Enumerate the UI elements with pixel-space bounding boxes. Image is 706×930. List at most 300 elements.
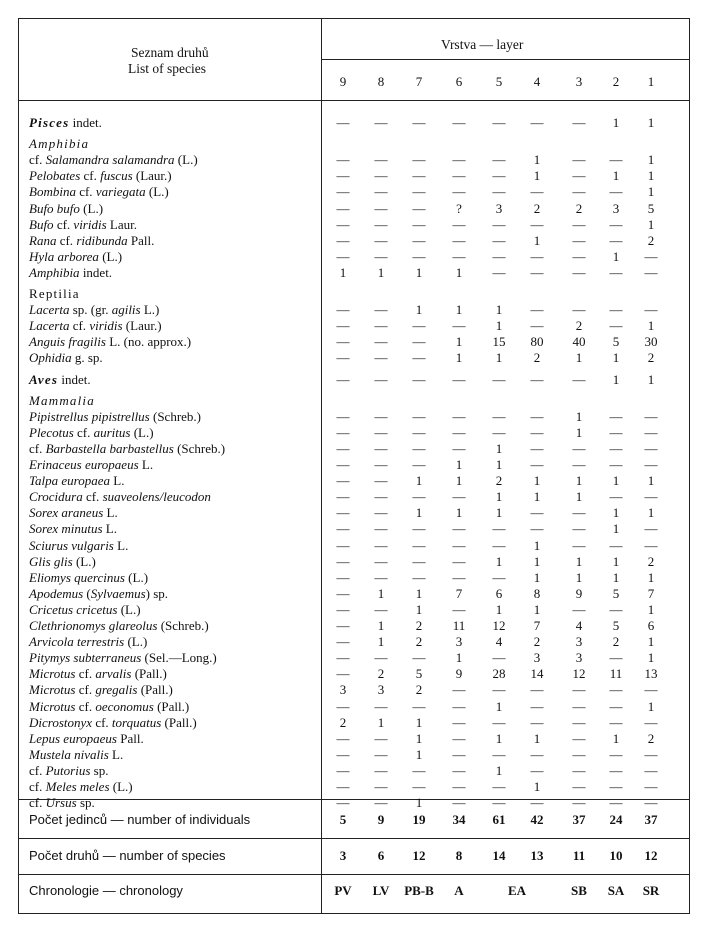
cell-layer-2: — (609, 537, 623, 553)
individuals-rule (19, 838, 689, 839)
name-part: Microtus (29, 666, 76, 682)
cell-layer-5: — (492, 424, 506, 440)
cell-layer-9: — (336, 302, 350, 318)
name-part: (L.) (109, 779, 133, 794)
name-part: indet. (69, 115, 102, 130)
cell-layer-2: — (609, 264, 623, 280)
cell-layer-5: 1 (495, 601, 503, 617)
cell-layer-3: — (572, 779, 586, 794)
cell-layer-2: 1 (612, 168, 620, 184)
cell-layer-5: — (492, 264, 506, 280)
species-name (29, 650, 217, 666)
cell-layer-8: — (374, 650, 388, 666)
species-name (29, 233, 154, 249)
cell-layer-8: 2 (377, 666, 385, 682)
cell-layer-4: 1 (533, 553, 541, 569)
chronology-period: SA (607, 883, 625, 898)
cell-layer-5: — (492, 779, 506, 794)
name-part: Sciurus vulgaris (29, 537, 114, 553)
cell-layer-9: — (336, 746, 350, 762)
cell-layer-9: — (336, 232, 350, 248)
cell-layer-5: — (492, 521, 506, 537)
name-part: Apodemus (29, 585, 84, 601)
header-rule (19, 100, 689, 101)
name-part: ( (83, 585, 91, 601)
name-part: (L.) (124, 634, 148, 650)
cell-layer-4: 1 (533, 152, 541, 168)
cell-layer-5: 3 (495, 200, 503, 216)
name-part: Hyla arborea (29, 248, 99, 264)
cell-layer-8: — (374, 318, 388, 334)
cell-layer-6: 1 (455, 457, 463, 472)
name-part: (Pall.) (161, 714, 197, 730)
cell-layer-3: — (572, 762, 586, 778)
header-layer-title: Vrstva — layer (441, 37, 524, 52)
cell-layer-6: — (452, 232, 466, 248)
cell-layer-2: 1 (612, 115, 620, 130)
name-part: cf. (29, 779, 46, 794)
cell-layer-5: 28 (492, 666, 506, 682)
cell-layer-6: — (452, 795, 466, 811)
cell-layer-1: 1 (647, 473, 655, 489)
name-part: Bufo bufo (29, 200, 80, 216)
cell-layer-3: 2 (575, 200, 583, 216)
cell-layer-4: — (530, 371, 544, 387)
species-name (29, 457, 153, 473)
species-name (29, 217, 137, 233)
cell-layer-1: — (644, 746, 658, 762)
name-part: (L.) (130, 424, 154, 440)
cell-layer-6: — (452, 216, 466, 232)
cell-layer-4: 1 (533, 232, 541, 248)
cell-layer-3: 1 (575, 424, 583, 440)
cell-layer-7: 5 (415, 666, 423, 682)
cell-layer-6: — (452, 248, 466, 264)
cell-layer-4: 80 (530, 334, 544, 350)
chronology-period: SB (571, 883, 587, 898)
cell-layer-2: — (609, 601, 623, 617)
cell-layer-7: 1 (415, 795, 423, 811)
cell-layer-5: — (492, 650, 506, 666)
name-part: indet. (58, 371, 91, 387)
name-part: cf. (56, 232, 77, 248)
name-part: suaveolens/leucodon (102, 489, 211, 505)
name-part: auritus (93, 424, 131, 440)
cell-layer-4: — (530, 682, 544, 698)
cell-layer-5: 1 (495, 553, 503, 569)
cell-layer-9: — (336, 318, 350, 334)
cell-layer-4: 1 (533, 473, 541, 489)
species-name (29, 618, 209, 634)
name-part: L. (108, 746, 124, 762)
cell-layer-4: 8 (533, 585, 541, 601)
cell-layer-1: — (644, 408, 658, 424)
cell-layer-3: — (572, 302, 586, 318)
cell-layer-2: — (609, 489, 623, 505)
cell-layer-3: 1 (575, 489, 583, 505)
cell-layer-5: 1 (495, 318, 503, 334)
cell-layer-8: 1 (377, 264, 385, 280)
cell-layer-9: — (336, 585, 350, 601)
cell-layer-9: — (336, 473, 350, 489)
cell-layer-9: 1 (339, 264, 347, 280)
name-part: viridis (89, 318, 123, 334)
name-part: (Schreb.) (173, 440, 226, 456)
header-species-en: List of species (128, 61, 206, 76)
cell-layer-4: 2 (533, 200, 541, 216)
species-count-rule (19, 874, 689, 875)
cell-layer-6: — (452, 537, 466, 553)
column-divider (321, 19, 322, 913)
cell-layer-5: 1 (495, 302, 503, 318)
cell-layer-5: 1 (495, 350, 503, 366)
cell-layer-3: — (572, 746, 586, 762)
cell-layer-2: 5 (612, 334, 620, 350)
name-part: Laur. (106, 216, 137, 232)
individuals-layer-1: 37 (644, 812, 658, 827)
cell-layer-8: — (374, 489, 388, 505)
cell-layer-7: — (412, 553, 426, 569)
cell-layer-1: 1 (647, 698, 655, 714)
species-name (29, 602, 141, 618)
cell-layer-7: — (412, 440, 426, 456)
name-part: Lepus europaeus (29, 730, 117, 746)
cell-layer-2: 11 (609, 666, 623, 682)
cell-layer-9: — (336, 440, 350, 456)
cell-layer-6: 1 (455, 650, 463, 666)
cell-layer-9: — (336, 698, 350, 714)
name-part: cf. (29, 152, 46, 168)
individuals-label: Počet jedinců — number of individuals (29, 812, 251, 827)
cell-layer-8: — (374, 730, 388, 746)
cell-layer-8: — (374, 698, 388, 714)
cell-layer-1: 1 (647, 168, 655, 184)
species-name (29, 715, 197, 731)
cell-layer-4: — (530, 302, 544, 318)
species-count-layer-1: 12 (644, 848, 658, 863)
cell-layer-1: 2 (647, 350, 655, 366)
cell-layer-8: — (374, 601, 388, 617)
chronology-period: LV (372, 883, 390, 898)
name-part: Pipistrellus pipistrellus (29, 408, 150, 424)
cell-layer-6: — (452, 682, 466, 698)
name-part: L. (no. approx.) (105, 334, 192, 350)
species-name (29, 184, 169, 200)
cell-layer-2: 1 (612, 569, 620, 585)
cell-layer-3: — (572, 698, 586, 714)
cell-layer-2: — (609, 762, 623, 778)
cell-layer-5: — (492, 746, 506, 762)
cell-layer-7: 1 (415, 714, 423, 730)
cell-layer-5: 1 (495, 440, 503, 456)
cell-layer-4: 1 (533, 601, 541, 617)
name-part: (Schreb.) (149, 408, 202, 424)
species-name (29, 168, 172, 184)
header-species-cz: Seznam druhů (131, 45, 209, 60)
individuals-layer-6: 34 (452, 812, 466, 827)
cell-layer-4: 2 (533, 350, 541, 366)
cell-layer-4: — (530, 248, 544, 264)
cell-layer-2: — (609, 795, 623, 811)
cell-layer-5: 12 (492, 618, 506, 633)
cell-layer-1: 1 (647, 634, 655, 650)
species-name (29, 425, 154, 441)
cell-layer-6: 7 (455, 585, 463, 601)
cell-layer-3: — (572, 264, 586, 280)
layer-1: 1 (647, 74, 655, 89)
species-name (29, 409, 201, 425)
cell-layer-4: 1 (533, 168, 541, 184)
cell-layer-2: 1 (612, 553, 620, 569)
cell-layer-9: — (336, 152, 350, 168)
name-part: Reptilia (29, 286, 80, 301)
cell-layer-6: 1 (455, 505, 463, 521)
name-part: agilis (111, 302, 141, 318)
species-name (29, 554, 96, 570)
species-name (29, 334, 191, 350)
cell-layer-8: — (374, 200, 388, 216)
cell-layer-7: 1 (415, 746, 423, 762)
layer-2: 2 (612, 74, 620, 89)
cell-layer-9: — (336, 371, 350, 387)
cell-layer-8: — (374, 232, 388, 248)
name-part: Cricetus cricetus (29, 601, 118, 617)
cell-layer-6: — (452, 440, 466, 456)
species-name (29, 265, 112, 281)
cell-layer-1: — (644, 795, 658, 811)
cell-layer-8: — (374, 779, 388, 794)
cell-layer-5: 1 (495, 457, 503, 472)
cell-layer-8: — (374, 302, 388, 318)
cell-layer-2: — (609, 457, 623, 472)
cell-layer-4: — (530, 698, 544, 714)
cell-layer-2: 1 (612, 505, 620, 521)
name-part: Crocidura (29, 489, 83, 505)
cell-layer-1: 6 (647, 618, 655, 633)
cell-layer-8: — (374, 184, 388, 200)
species-name (29, 634, 147, 650)
cell-layer-3: — (572, 216, 586, 232)
cell-layer-1: 1 (647, 569, 655, 585)
layer-8: 8 (377, 74, 385, 89)
cell-layer-3: 2 (575, 318, 583, 334)
name-part: Sorex araneus (29, 505, 104, 521)
name-part: Mustela nivalis (29, 746, 109, 762)
species-name (29, 136, 89, 152)
cell-layer-8: — (374, 334, 388, 350)
name-part: cf. (75, 698, 96, 714)
cell-layer-2: — (609, 152, 623, 168)
cell-layer-4: — (530, 440, 544, 456)
cell-layer-6: — (452, 168, 466, 184)
name-part: (L.) (117, 601, 141, 617)
cell-layer-4: 1 (533, 779, 541, 794)
cell-layer-8: — (374, 457, 388, 472)
cell-layer-7: — (412, 168, 426, 184)
name-part: Clethrionomys glareolus (29, 618, 158, 633)
cell-layer-5: 4 (495, 634, 503, 650)
cell-layer-8: — (374, 440, 388, 456)
cell-layer-8: — (374, 168, 388, 184)
cell-layer-7: — (412, 457, 426, 472)
cell-layer-4: 14 (530, 666, 544, 682)
cell-layer-3: 9 (575, 585, 583, 601)
cell-layer-8: — (374, 424, 388, 440)
cell-layer-4: — (530, 521, 544, 537)
cell-layer-9: — (336, 795, 350, 811)
cell-layer-6: — (452, 152, 466, 168)
name-part: indet. (79, 264, 113, 280)
name-part: cf. (29, 762, 46, 778)
cell-layer-2: — (609, 682, 623, 698)
cell-layer-7: — (412, 334, 426, 350)
species-name (29, 538, 128, 554)
cell-layer-8: — (374, 795, 388, 811)
name-part: cf. (69, 318, 90, 334)
cell-layer-5: — (492, 537, 506, 553)
cell-layer-5: 6 (495, 585, 503, 601)
layer-title-rule (321, 59, 689, 60)
species-name (29, 747, 123, 763)
cell-layer-7: — (412, 232, 426, 248)
cell-layer-2: — (609, 216, 623, 232)
name-part: cf. (73, 424, 94, 440)
name-part: (L.) (174, 152, 198, 168)
cell-layer-7: 2 (415, 682, 423, 698)
cell-layer-9: — (336, 168, 350, 184)
name-part: Erinaceus europaeus (29, 457, 139, 472)
cell-layer-2: — (609, 232, 623, 248)
cell-layer-5: — (492, 248, 506, 264)
cell-layer-4: — (530, 408, 544, 424)
cell-layer-5: 1 (495, 505, 503, 521)
cell-layer-9: — (336, 730, 350, 746)
species-table (18, 18, 690, 914)
cell-layer-1: 7 (647, 585, 655, 601)
cell-layer-9: — (336, 505, 350, 521)
cell-layer-8: — (374, 746, 388, 762)
cell-layer-7: 1 (415, 264, 423, 280)
cell-layer-1: — (644, 264, 658, 280)
name-part: Putorius (45, 762, 91, 778)
species-name (29, 393, 95, 409)
name-part: fuscus (100, 168, 133, 184)
species-count-layer-7: 12 (412, 848, 426, 863)
cell-layer-6: — (452, 553, 466, 569)
cell-layer-4: 3 (533, 650, 541, 666)
individuals-layer-2: 24 (609, 812, 623, 827)
layer-6: 6 (455, 74, 463, 89)
cell-layer-7: — (412, 200, 426, 216)
cell-layer-3: — (572, 168, 586, 184)
cell-layer-3: — (572, 521, 586, 537)
species-name (29, 201, 103, 217)
cell-layer-7: — (412, 424, 426, 440)
cell-layer-1: 1 (647, 318, 655, 334)
name-part: Talpa europaea (29, 473, 111, 489)
species-name (29, 115, 102, 131)
cell-layer-7: — (412, 698, 426, 714)
species-count-layer-6: 8 (455, 848, 463, 863)
cell-layer-1: 1 (647, 601, 655, 617)
cell-layer-2: 5 (612, 585, 620, 601)
species-count-layer-4: 13 (530, 848, 544, 863)
cell-layer-4: 7 (533, 618, 541, 633)
name-part: sp. (90, 762, 109, 778)
cell-layer-4: — (530, 318, 544, 334)
cell-layer-5: — (492, 371, 506, 387)
cell-layer-5: 2 (495, 473, 503, 489)
cell-layer-1: — (644, 779, 658, 794)
cell-layer-2: — (609, 698, 623, 714)
cell-layer-9: — (336, 634, 350, 650)
cell-layer-9: — (336, 184, 350, 200)
name-part: Bufo (29, 216, 54, 232)
name-part: (Laur.) (132, 168, 172, 184)
name-part: L.) (140, 302, 160, 318)
cell-layer-8: — (374, 569, 388, 585)
name-part: cf. (53, 216, 74, 232)
cell-layer-4: — (530, 264, 544, 280)
name-part: Pall. (127, 232, 155, 248)
cell-layer-9: — (336, 350, 350, 366)
cell-layer-6: 1 (455, 473, 463, 489)
cell-layer-9: — (336, 248, 350, 264)
name-part: sp. (76, 795, 95, 811)
name-part: Amphibia (29, 136, 90, 152)
cell-layer-2: — (609, 318, 623, 334)
cell-layer-3: — (572, 371, 586, 387)
name-part: (L.) (98, 248, 123, 264)
cell-layer-7: — (412, 248, 426, 264)
cell-layer-6: — (452, 601, 466, 617)
cell-layer-6: 11 (452, 618, 466, 633)
name-part: Lacerta (29, 318, 70, 334)
cell-layer-6: — (452, 371, 466, 387)
name-part: Pisces (29, 115, 70, 130)
cell-layer-3: 40 (572, 334, 586, 350)
cell-layer-5: — (492, 232, 506, 248)
cell-layer-6: — (452, 115, 466, 130)
cell-layer-2: — (609, 302, 623, 318)
name-part: variegata (95, 184, 146, 200)
species-name (29, 505, 118, 521)
name-part: (L.) (124, 569, 149, 585)
name-part: Ophidia (29, 350, 72, 366)
name-part: Meles meles (45, 779, 110, 794)
name-part: viridis (73, 216, 107, 232)
cell-layer-1: — (644, 248, 658, 264)
cell-layer-6: — (452, 489, 466, 505)
cell-layer-4: — (530, 714, 544, 730)
cell-layer-3: 1 (575, 473, 583, 489)
cell-layer-3: — (572, 232, 586, 248)
cell-layer-1: — (644, 714, 658, 730)
name-part: (Schreb.) (157, 618, 209, 633)
name-part: cf. (29, 440, 46, 456)
cell-layer-1: 1 (647, 184, 655, 200)
cell-layer-6: — (452, 714, 466, 730)
cell-layer-1: 1 (647, 216, 655, 232)
name-part: Mammalia (29, 392, 95, 408)
chronology-period: PB-B (404, 883, 434, 898)
name-part: cf. (29, 795, 46, 811)
species-name (29, 731, 144, 747)
name-part: Sorex minutus (29, 521, 103, 537)
cell-layer-5: 1 (495, 762, 503, 778)
cell-layer-2: 1 (612, 248, 620, 264)
cell-layer-1: — (644, 440, 658, 456)
